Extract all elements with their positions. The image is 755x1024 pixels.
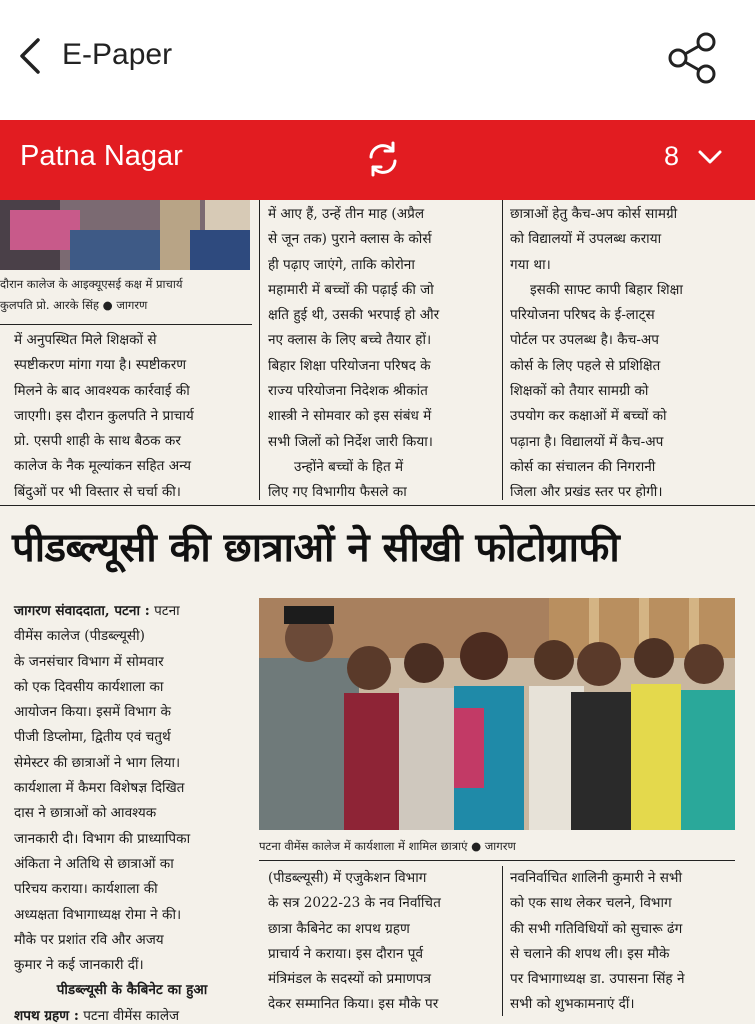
text-line: जिला और प्रखंड स्तर पर होगी। [510, 484, 663, 501]
text-line: सभी को शुभकामनाएं दीं। [510, 996, 635, 1013]
text-line: बिंदुओं पर भी विस्तार से चर्चा की। [14, 483, 181, 500]
text-line: मौके पर प्रशांत रवि और अजय [14, 931, 164, 948]
app-bar [0, 0, 755, 118]
refresh-icon [362, 138, 404, 180]
refresh-button[interactable] [362, 138, 404, 180]
text-line: पटना वीमेंस कालेज [83, 1007, 180, 1024]
text-line: आयोजन किया। इसमें विभाग के [14, 704, 171, 721]
text-line: नवनिर्वाचित शालिनी कुमारी ने सभी [510, 870, 682, 886]
text-line: कुमार ने कई जानकारी दीं। [14, 957, 144, 974]
text-line: से चलाने की शपथ ली। इस मौके [510, 945, 670, 962]
text-line: शास्त्री ने सोमवार को इस संबंध में [268, 408, 432, 425]
text-line: जानकारी दी। विभाग की प्राध्यापिका [14, 830, 191, 847]
top-photo-caption [0, 274, 250, 316]
text-line: सभी जिलों को निर्देश जारी किया। [268, 433, 433, 450]
text-line: लिए गए विभागीय फैसले का [268, 484, 407, 501]
text-line: के सत्र 2022-23 के नव निर्वाचित [268, 895, 441, 912]
text-line [14, 599, 250, 624]
text-line: परियोजना परिषद के ई-लाट्स [510, 307, 655, 324]
text-line: वीमेंस कालेज (पीडब्ल्यूसी) [14, 628, 145, 645]
text-line: स्पष्टीकरण मांगा गया है। स्पष्टीकरण [14, 357, 187, 374]
text-line: कोर्स के लिए पहले से प्रशिक्षित [510, 357, 661, 374]
text-line: को एक साथ लेकर चलने, विभाग [510, 895, 672, 912]
caption-line: दौरान कालेज के आइक्यूएसई कक्ष में प्राचार्य [0, 277, 183, 291]
text-line: के जनसंचार विभाग में सोमवार [14, 653, 164, 670]
column-divider [259, 200, 260, 500]
text-line: पटना [154, 603, 180, 619]
section-divider [0, 505, 755, 506]
text-line: देकर सम्मानित किया। इस मौके पर [268, 996, 439, 1013]
caption-line: कुलपति प्रो. आरके सिंह ● जागरण [0, 298, 148, 312]
edition-city-selector[interactable]: Patna Nagar [20, 140, 183, 172]
text-line: पीजी डिप्लोमा, द्वितीय एवं चतुर्थ [14, 729, 171, 746]
text-line: गया था। [510, 256, 551, 273]
text-line: मंत्रिमंडल के सदस्यों को प्रमाणपत्र [268, 971, 431, 988]
text-line: दास ने छात्राओं को आवश्यक [14, 805, 157, 822]
subhead-lead: शपथ ग्रहण : [14, 1007, 79, 1024]
text-line: कालेज के नैक मूल्यांकन सहित अन्य [14, 458, 191, 475]
back-button[interactable] [12, 34, 52, 78]
text-line: उपयोग कर कक्षाओं में बच्चों को [510, 408, 667, 425]
text-line: नए क्लास के लिए बच्चे तैयार हों। [268, 332, 432, 349]
text-line: राज्य परियोजना निदेशक श्रीकांत [268, 383, 428, 400]
text-line: जाएगी। इस दौरान कुलपति ने प्राचार्य [14, 407, 194, 424]
share-button[interactable] [664, 30, 720, 86]
text-line: ही पढ़ाए जाएंगे, ताकि कोरोना [268, 256, 415, 273]
newspaper-page[interactable] [0, 200, 755, 1024]
byline: जागरण संवाददाता, पटना : [14, 603, 150, 619]
text-line [14, 1004, 250, 1024]
page-title: E-Paper [62, 38, 173, 71]
text-line: को विद्यालयों में उपलब्ध कराया [510, 231, 662, 248]
divider [0, 324, 252, 325]
top-story-column-3 [510, 202, 738, 506]
text-line: पोर्टल पर उपलब्ध है। कैच-अप [510, 332, 660, 349]
story-headline: पीडब्ल्यूसी की छात्राओं ने सीखी फोटोग्राफी [12, 525, 620, 571]
column-divider [502, 866, 503, 1016]
main-story-column-3 [510, 866, 738, 1018]
page-number[interactable]: 8 [664, 141, 680, 171]
chevron-down-icon [697, 148, 723, 168]
main-story-photo [259, 598, 735, 830]
text-line: अंकिता ने अतिथि से छात्राओं का [14, 855, 174, 872]
column-divider [502, 200, 503, 500]
main-photo-caption [259, 836, 735, 857]
main-story-column-2 [268, 866, 494, 1018]
text-line: में अनुपस्थित मिले शिक्षकों से [14, 332, 157, 348]
main-story-column-1 [14, 599, 250, 1024]
text-line: छात्राओं हेतु कैच-अप कोर्स सामग्री [510, 206, 678, 222]
divider [259, 860, 735, 861]
top-story-photo [0, 200, 250, 270]
text-line: में आए हैं, उन्हें तीन माह (अप्रैल [268, 206, 425, 222]
text-line: महामारी में बच्चों की पढ़ाई की जो [268, 281, 434, 298]
share-icon [664, 30, 720, 86]
text-line: इसकी साफ्ट कापी बिहार शिक्षा [530, 281, 683, 298]
top-story-column-2 [268, 202, 494, 506]
text-line: की सभी गतिविधियों को सुचारू ढंग [510, 920, 683, 937]
caption-line: पटना वीमेंस कालेज में कार्यशाला में शामिल छात्राएं ● जागरण [259, 839, 516, 853]
text-line: बिहार शिक्षा परियोजना परिषद के [268, 357, 431, 374]
text-line: मिलने के बाद आवश्यक कार्रवाई की [14, 382, 190, 399]
text-line: परिचय कराया। कार्यशाला की [14, 881, 158, 898]
text-line: पढ़ाना है। विद्यालयों में कैच-अप [510, 433, 664, 450]
text-line: प्रो. एसपी शाही के साथ बैठक कर [14, 433, 181, 450]
text-line: उन्होंने बच्चों के हित में [294, 458, 404, 475]
text-line: शिक्षकों को तैयार सामग्री को [510, 383, 649, 400]
subhead: पीडब्ल्यूसी के कैबिनेट का हुआ [56, 982, 208, 999]
text-line: कार्यशाला में कैमरा विशेषज्ञ दिखित [14, 780, 185, 797]
text-line: प्राचार्य ने कराया। इस दौरान पूर्व [268, 945, 424, 962]
edition-bar [0, 120, 755, 200]
page-dropdown[interactable] [697, 148, 723, 168]
text-line: से जून तक) पुराने क्लास के कोर्स [268, 231, 432, 248]
text-line: सेमेस्टर की छात्राओं ने भाग लिया। [14, 754, 181, 771]
text-line: अध्यक्षता विभागाध्यक्ष रोमा ने की। [14, 906, 182, 923]
text-line: कोर्स का संचालन की निगरानी [510, 458, 656, 475]
chevron-left-icon [12, 34, 52, 78]
text-line: छात्रा कैबिनेट का शपथ ग्रहण [268, 920, 410, 937]
text-line: पर विभागाध्यक्ष डा. उपासना सिंह ने [510, 971, 685, 988]
top-story-column-1 [14, 328, 250, 505]
text-line: (पीडब्ल्यूसी) में एजुकेशन विभाग [268, 870, 427, 886]
text-line: क्षति हुई थी, उसकी भरपाई हो और [268, 307, 440, 324]
text-line: को एक दिवसीय कार्यशाला का [14, 678, 164, 695]
